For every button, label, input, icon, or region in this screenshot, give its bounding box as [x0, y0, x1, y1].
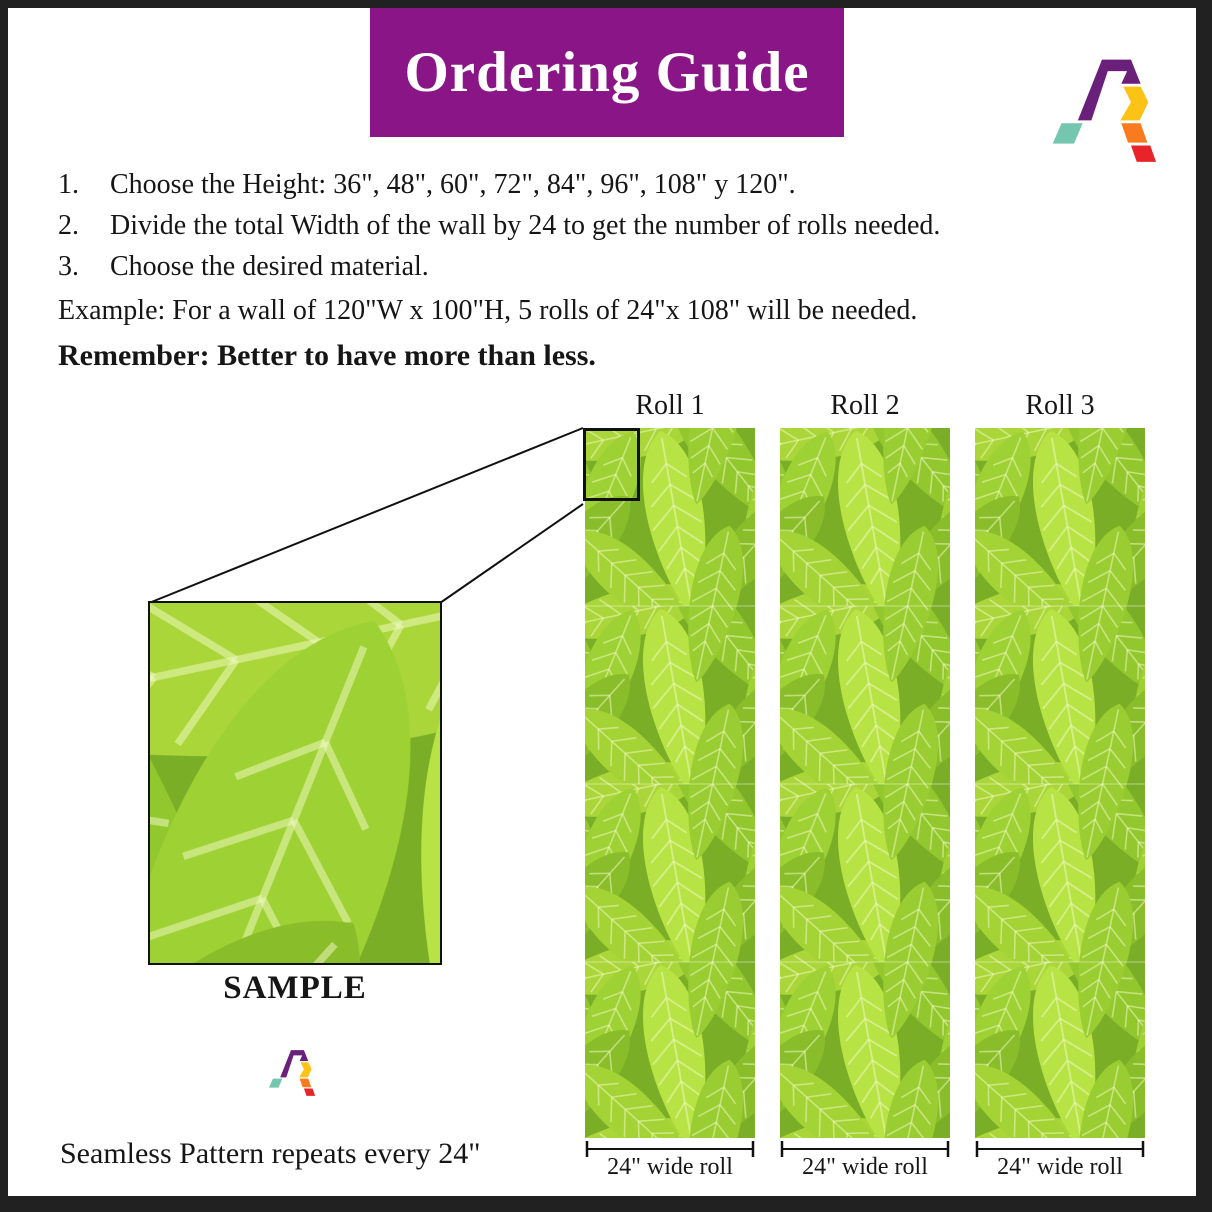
roll-label: Roll 3: [1025, 390, 1095, 421]
roll-width-label: 24" wide roll: [607, 1154, 733, 1180]
instruction-number: 2.: [58, 210, 79, 241]
roll-label: Roll 1: [635, 390, 705, 421]
instruction-number: 3.: [58, 251, 79, 282]
roll-column-1: [585, 388, 755, 1181]
roll-column-2: [780, 388, 950, 1181]
instruction-number: 1.: [58, 169, 79, 200]
seamless-pattern-note: Seamless Pattern repeats every 24": [60, 1137, 481, 1170]
instruction-list: [58, 164, 1168, 287]
brand-logo-icon: [1046, 42, 1158, 166]
example-text: Example: For a wall of 120"W x 100"H, 5 rolls of 24"x 108" will be needed.: [58, 295, 918, 326]
roll-width-label: 24" wide roll: [802, 1154, 928, 1180]
header-banner: [370, 8, 844, 137]
instruction-item-2: [58, 205, 1168, 246]
instruction-text: Choose the Height: 36", 48", 60", 72", 84", 96", 108" y 120".: [110, 169, 796, 200]
instruction-item-3: [58, 246, 1168, 287]
sample-image: [148, 601, 442, 965]
instruction-text: Divide the total Width of the wall by 24 to get the number of rolls needed.: [110, 210, 941, 241]
wallpaper-roll-image: [585, 428, 755, 1138]
instruction-item-1: [58, 164, 1168, 205]
roll-label: Roll 2: [830, 390, 900, 421]
sample-label: SAMPLE: [223, 970, 367, 1006]
instruction-text: Choose the desired material.: [110, 251, 429, 282]
wallpaper-roll-image: [780, 428, 950, 1138]
remember-note: Remember: Better to have more than less.: [58, 339, 596, 372]
page-title: Ordering Guide: [404, 41, 810, 104]
wallpaper-roll-image: [975, 428, 1145, 1138]
roll-width-label: 24" wide roll: [997, 1154, 1123, 1180]
roll-column-3: [975, 388, 1145, 1181]
brand-logo-small-icon: [266, 1042, 316, 1098]
pattern-repeat-marker: [583, 428, 640, 501]
